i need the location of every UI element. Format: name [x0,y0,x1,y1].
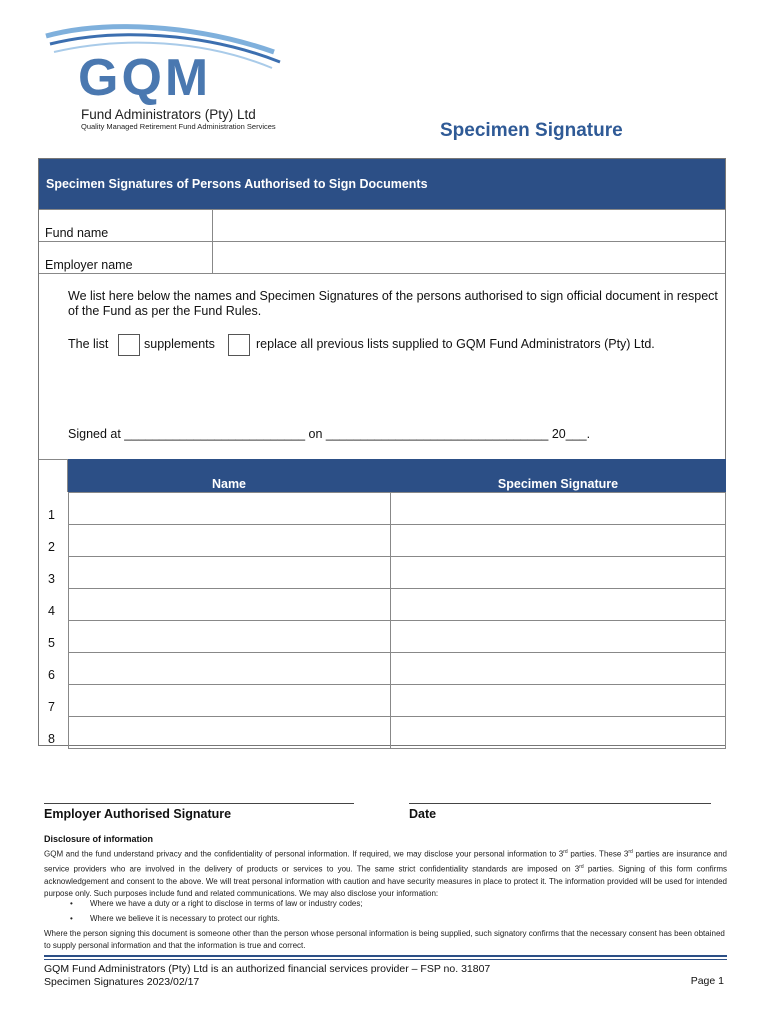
divider [39,273,725,274]
signature-cell[interactable] [390,492,726,525]
footer-rule [44,959,727,960]
list-options [68,334,723,358]
bullet-icon: • [70,914,73,923]
table-corner [39,459,68,492]
employer-name-label: Employer name [45,258,133,272]
signed-at-line: Signed at __________________________ on ________________________________ 20___. [68,427,591,441]
column-header-signature: Specimen Signature [497,477,619,491]
signature-cell[interactable] [390,588,726,621]
logo-brand: GQM [78,49,212,107]
signature-cell[interactable] [390,684,726,717]
row-number: 3 [48,572,55,586]
disclosure-text-c: parties are insurance and service providers who are involved in the delivery of products or services to you. The same strict confidentiality standards are imposed on 3 [44,849,728,874]
fund-name-row [39,209,725,241]
signature-cell[interactable] [390,556,726,589]
replace-label: replace all previous lists supplied to GQM Fund Administrators (Pty) Ltd. [256,337,655,351]
name-cell[interactable] [68,524,391,557]
row-number: 7 [48,700,55,714]
document-title: Specimen Signature [440,120,623,141]
signature-cell[interactable] [390,716,726,749]
row-number: 4 [48,604,55,618]
signature-cell[interactable] [390,620,726,653]
disclosure-text-a: GQM and the fund understand privacy and the confidentiality of personal information. If required, we may disclose your personal information to 3 [44,849,564,859]
disclosure-title: Disclosure of information [44,834,154,844]
replace-checkbox[interactable] [228,334,250,356]
bullet-text: Where we believe it is necessary to protect our rights. [90,914,280,923]
row-number: 6 [48,668,55,682]
supplements-label: supplements [144,337,215,351]
disclosure-text-d: parties. Signing of this form confirms acknowledgement and consent to the above. We will treat personal information with caution and have security measures in place to protect it. The information provided will be used for intended purpose only. Such purposes include fund and related communications. We may also disclose your information: [44,864,727,899]
specimen-form [38,158,726,746]
footer-rule [44,955,727,957]
date-label: Date [409,807,437,821]
signatures-table-header [68,459,726,492]
employer-signature-label: Employer Authorised Signature [44,807,232,821]
date-line[interactable] [409,803,711,804]
superscript: rd [563,849,568,855]
column-header-name: Name [211,477,247,491]
bullet-icon: • [70,899,73,908]
page-number: Page 1 [690,975,724,987]
logo-company-name: Fund Administrators (Pty) Ltd [81,107,256,122]
list-prefix: The list [68,337,109,351]
bullet-text: Where we have a duty or a right to disclose in terms of law or industry codes; [90,899,363,908]
form-header: Specimen Signatures of Persons Authorised to Sign Documents [39,159,725,209]
name-cell[interactable] [68,620,391,653]
name-cell[interactable] [68,716,391,749]
fund-name-label: Fund name [45,226,109,240]
disclosure-text-b: parties. These 3 [567,849,629,859]
superscript: rd [628,849,633,855]
row-number: 5 [48,636,55,650]
fund-name-field[interactable] [212,210,726,241]
signature-cell[interactable] [390,652,726,685]
disclosure-consent: Where the person signing this document is someone other than the person whose personal information is being supplied, such signatory confirms that the necessary consent has been obtained to supply personal information and that the information is true and correct. [44,929,725,951]
footer-doc-ref: Specimen Signatures 2023/02/17 [44,976,200,988]
logo-tagline: Quality Managed Retirement Fund Administration Services [81,122,276,131]
name-cell[interactable] [68,684,391,717]
company-logo [44,22,304,137]
footer-fsp-text: GQM Fund Administrators (Pty) Ltd is an authorized financial services provider – FSP no. 31807 [44,963,491,975]
intro-text: We list here below the names and Specimen Signatures of the persons authorised to sign official document in respect of the Fund as per the Fund Rules. [68,289,718,318]
supplements-checkbox[interactable] [118,334,140,356]
employer-name-field[interactable] [212,242,726,273]
row-number: 8 [48,732,55,746]
employer-signature-line[interactable] [44,803,354,804]
superscript: rd [579,863,584,870]
employer-name-row [39,241,725,273]
name-cell[interactable] [68,556,391,589]
signature-cell[interactable] [390,524,726,557]
name-cell[interactable] [68,492,391,525]
disclosure-paragraph [44,846,727,901]
name-cell[interactable] [68,588,391,621]
name-cell[interactable] [68,652,391,685]
row-number: 2 [48,540,55,554]
row-number: 1 [48,508,55,522]
